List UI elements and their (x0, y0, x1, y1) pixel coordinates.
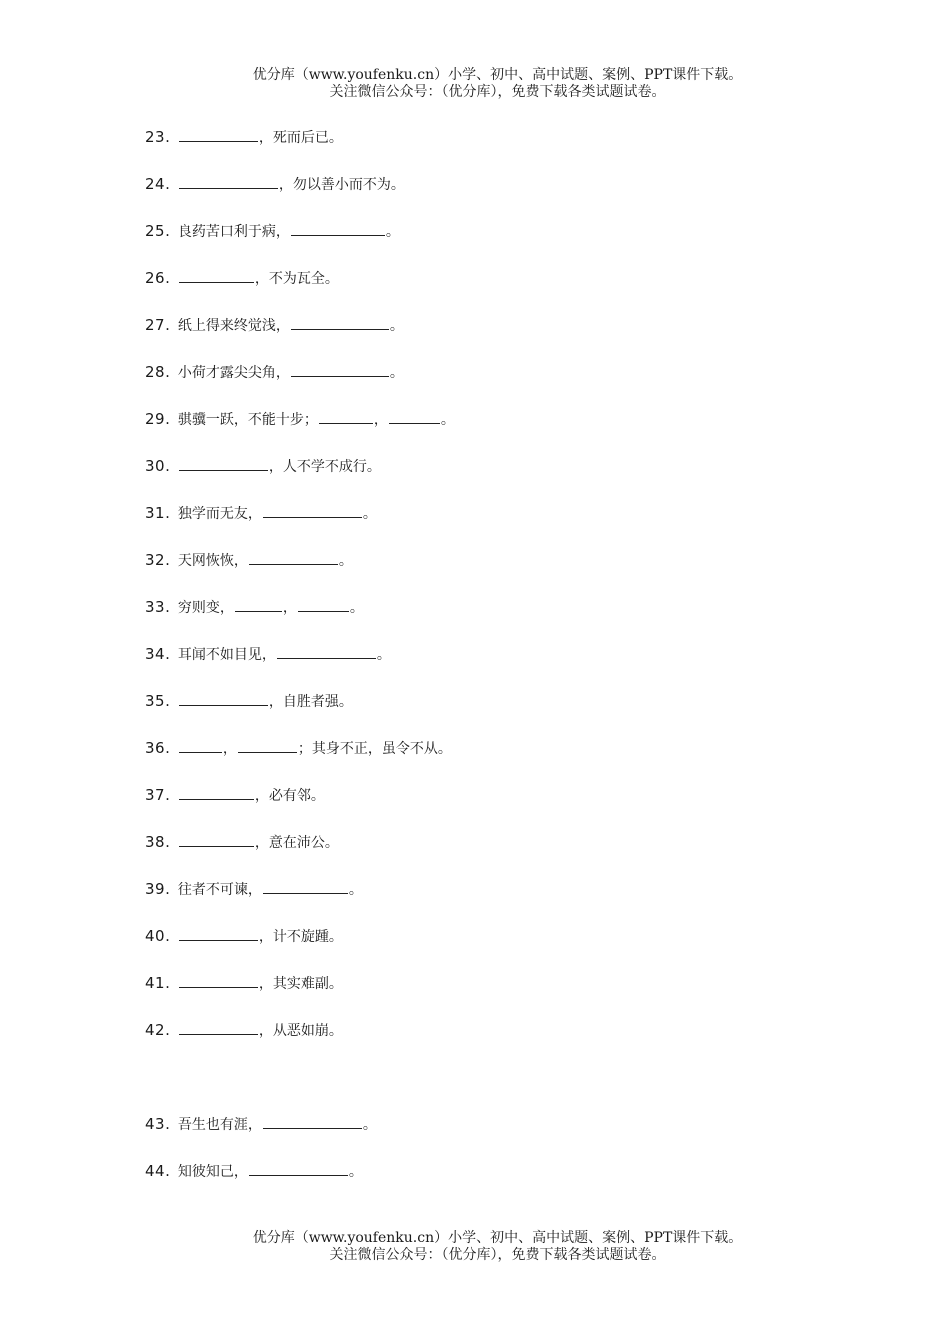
question-item: 26. ，不为瓦全。 (145, 269, 339, 287)
question-number: 37 (145, 786, 166, 804)
question-text-mid: ， (282, 600, 297, 616)
question-number: 23 (145, 128, 166, 146)
question-number: 39 (145, 880, 166, 898)
question-text: 天网恢恢， (177, 553, 248, 569)
question-text: 独学而无友， (177, 506, 262, 522)
question-text-end: 。 (385, 224, 400, 240)
question-number: 28 (145, 363, 166, 381)
question-number: 32 (145, 551, 166, 569)
answer-blank[interactable] (179, 174, 278, 189)
question-text: ；其身不正，虽令不从。 (297, 741, 452, 757)
question-item: 23. ，死而后已。 (145, 128, 343, 146)
question-text: ，其实难副。 (258, 976, 343, 992)
answer-blank[interactable] (179, 268, 254, 283)
answer-blank[interactable] (179, 1020, 258, 1035)
question-item: 25. 良药苦口利于病， 。 (145, 222, 400, 240)
question-text: 往者不可谏， (177, 882, 262, 898)
question-text: ，自胜者强。 (268, 694, 353, 710)
answer-blank[interactable] (319, 409, 373, 424)
question-item: 27. 纸上得来终觉浅， 。 (145, 316, 404, 334)
question-number: 26 (145, 269, 166, 287)
question-number: 34 (145, 645, 166, 663)
answer-blank[interactable] (179, 456, 268, 471)
answer-blank[interactable] (235, 597, 282, 612)
question-number: 30 (145, 457, 166, 475)
question-text-end: 。 (376, 647, 391, 663)
answer-blank[interactable] (179, 785, 254, 800)
question-text: 穷则变， (177, 600, 234, 616)
question-item: 44. 知彼知己， 。 (145, 1162, 363, 1180)
question-text: 吾生也有涯， (177, 1117, 262, 1133)
question-number: 41 (145, 974, 166, 992)
answer-blank[interactable] (263, 503, 362, 518)
question-item: 35. ，自胜者强。 (145, 692, 353, 710)
question-item: 42. ，从恶如崩。 (145, 1021, 343, 1039)
question-text: ，从恶如崩。 (258, 1023, 343, 1039)
question-text: ，不为瓦全。 (254, 271, 339, 287)
question-number: 40 (145, 927, 166, 945)
question-item: 41. ，其实难副。 (145, 974, 343, 992)
answer-blank[interactable] (179, 926, 258, 941)
question-text-end: 。 (338, 553, 353, 569)
question-item: 24. ，勿以善小而不为。 (145, 175, 405, 193)
page-footer (0, 1230, 950, 1264)
question-number: 42 (145, 1021, 166, 1039)
answer-blank[interactable] (389, 409, 440, 424)
question-number: 29 (145, 410, 166, 428)
question-text: ，死而后已。 (258, 130, 343, 146)
question-text-end: 。 (440, 412, 455, 428)
question-item: 39. 往者不可谏， 。 (145, 880, 363, 898)
question-text: 小荷才露尖尖角， (177, 365, 290, 381)
answer-blank[interactable] (249, 550, 338, 565)
question-item: 30. ，人不学不成行。 (145, 457, 381, 475)
question-number: 44 (145, 1162, 166, 1180)
question-text-end: 。 (348, 882, 363, 898)
question-number: 31 (145, 504, 166, 522)
question-text: ，勿以善小而不为。 (278, 177, 405, 193)
question-number: 33 (145, 598, 166, 616)
question-item: 40. ，计不旋踵。 (145, 927, 343, 945)
question-text-end: 。 (362, 506, 377, 522)
question-text: 纸上得来终觉浅， (177, 318, 290, 334)
answer-blank[interactable] (179, 832, 254, 847)
question-item: 33. 穷则变， ， 。 (145, 598, 364, 616)
answer-blank[interactable] (291, 221, 385, 236)
question-item: 29. 骐骥一跃，不能十步； ， 。 (145, 410, 455, 428)
question-text: 耳闻不如目见， (177, 647, 276, 663)
answer-blank[interactable] (298, 597, 349, 612)
question-text: ，意在沛公。 (254, 835, 339, 851)
question-text: ，人不学不成行。 (268, 459, 381, 475)
answer-blank[interactable] (179, 691, 268, 706)
question-text-end: 。 (362, 1117, 377, 1133)
answer-blank[interactable] (263, 1114, 362, 1129)
question-text-end: 。 (348, 1164, 363, 1180)
footer-line-1: 优分库（www.youfenku.cn）小学、初中、高中试题、案例、PPT课件下载。 (252, 1230, 743, 1246)
question-item: 34. 耳闻不如目见， 。 (145, 645, 391, 663)
answer-blank[interactable] (179, 738, 222, 753)
question-number: 25 (145, 222, 166, 240)
question-item: 32. 天网恢恢， 。 (145, 551, 353, 569)
answer-blank[interactable] (263, 879, 348, 894)
question-item: 36. ， ；其身不正，虽令不从。 (145, 739, 452, 757)
question-text-end: 。 (389, 365, 404, 381)
question-text: 骐骥一跃，不能十步； (177, 412, 318, 428)
question-text: 知彼知己， (177, 1164, 248, 1180)
question-number: 36 (145, 739, 166, 757)
question-number: 43 (145, 1115, 166, 1133)
question-item: 43. 吾生也有涯， 。 (145, 1115, 377, 1133)
answer-blank[interactable] (249, 1161, 348, 1176)
question-text: ，计不旋踵。 (258, 929, 343, 945)
answer-blank[interactable] (291, 362, 389, 377)
answer-blank[interactable] (291, 315, 389, 330)
question-number: 35 (145, 692, 166, 710)
question-text-end: 。 (389, 318, 404, 334)
question-item: 37. ，必有邻。 (145, 786, 325, 804)
header-line-1: 优分库（www.youfenku.cn）小学、初中、高中试题、案例、PPT课件下载。 (252, 67, 743, 83)
footer-line-2: 关注微信公众号：（优分库），免费下载各类试题试卷。 (329, 1247, 666, 1263)
question-text-end: 。 (349, 600, 364, 616)
question-text-mid: ， (373, 412, 388, 428)
question-item: 38. ，意在沛公。 (145, 833, 339, 851)
question-item: 28. 小荷才露尖尖角， 。 (145, 363, 404, 381)
header-line-2: 关注微信公众号：（优分库），免费下载各类试题试卷。 (329, 84, 666, 100)
question-text-mid: ， (222, 741, 237, 757)
answer-blank[interactable] (179, 127, 258, 142)
answer-blank[interactable] (179, 973, 258, 988)
question-number: 27 (145, 316, 166, 334)
question-item: 31. 独学而无友， 。 (145, 504, 377, 522)
answer-blank[interactable] (277, 644, 376, 659)
question-number: 24 (145, 175, 166, 193)
question-text: ，必有邻。 (254, 788, 325, 804)
answer-blank[interactable] (238, 738, 297, 753)
question-text: 良药苦口利于病， (177, 224, 290, 240)
page-header (0, 67, 950, 101)
question-number: 38 (145, 833, 166, 851)
